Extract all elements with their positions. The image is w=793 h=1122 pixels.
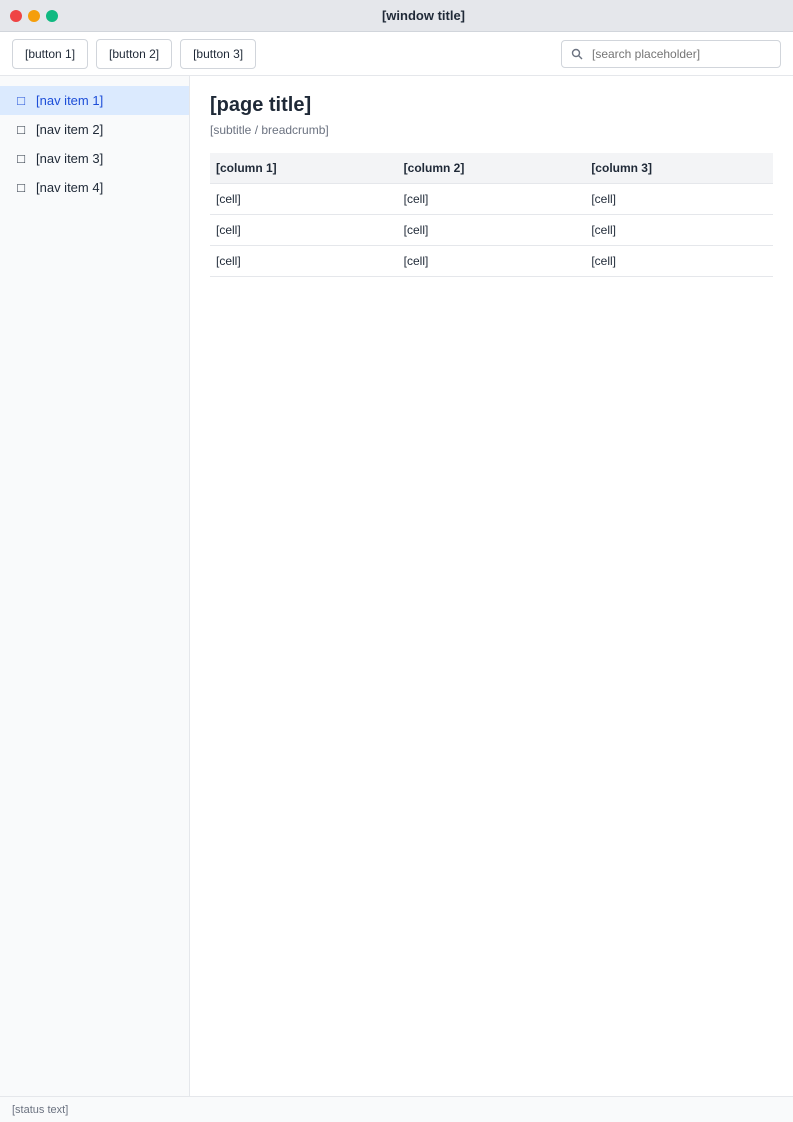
status-bar: [status text] bbox=[0, 1096, 793, 1122]
sidebar-item-3[interactable] bbox=[0, 144, 189, 173]
table-cell: [cell] bbox=[585, 215, 773, 246]
toolbar bbox=[0, 32, 793, 76]
search-input[interactable] bbox=[590, 46, 772, 62]
folder-icon: □ bbox=[17, 122, 25, 137]
table-cell: [cell] bbox=[210, 184, 398, 215]
toolbar-button-1[interactable]: [button 1] bbox=[12, 39, 88, 69]
sidebar-item-4[interactable] bbox=[0, 173, 189, 202]
sidebar-item-label: [nav item 1] bbox=[36, 93, 104, 108]
data-table bbox=[210, 153, 773, 277]
search-icon bbox=[570, 47, 584, 61]
folder-icon: □ bbox=[17, 151, 25, 166]
content-area bbox=[0, 76, 793, 1096]
search-box[interactable] bbox=[561, 40, 781, 68]
column-header[interactable]: [column 1] bbox=[210, 153, 398, 184]
main-panel bbox=[190, 76, 793, 1096]
sidebar-item-label: [nav item 2] bbox=[36, 122, 104, 137]
breadcrumb: [subtitle / breadcrumb] bbox=[210, 123, 329, 137]
table-cell: [cell] bbox=[398, 246, 586, 277]
window-title: [window title] bbox=[381, 8, 466, 23]
sidebar bbox=[0, 76, 190, 1096]
table-cell: [cell] bbox=[398, 184, 586, 215]
column-header[interactable]: [column 3] bbox=[585, 153, 773, 184]
table-row[interactable] bbox=[210, 246, 773, 277]
sidebar-item-2[interactable] bbox=[0, 115, 189, 144]
sidebar-item-1[interactable] bbox=[0, 86, 189, 115]
folder-icon: □ bbox=[17, 180, 25, 195]
table-header-row bbox=[210, 153, 773, 184]
table-cell: [cell] bbox=[585, 184, 773, 215]
close-window-button[interactable] bbox=[10, 10, 22, 22]
folder-icon: □ bbox=[17, 93, 25, 108]
table-cell: [cell] bbox=[210, 246, 398, 277]
table-cell: [cell] bbox=[398, 215, 586, 246]
table-cell: [cell] bbox=[585, 246, 773, 277]
table-row[interactable] bbox=[210, 215, 773, 246]
sidebar-item-label: [nav item 4] bbox=[36, 180, 104, 195]
toolbar-button-3[interactable]: [button 3] bbox=[180, 39, 256, 69]
toolbar-button-2[interactable]: [button 2] bbox=[96, 39, 172, 69]
sidebar-item-label: [nav item 3] bbox=[36, 151, 104, 166]
page-title: [page title] bbox=[210, 94, 312, 116]
minimize-window-button[interactable] bbox=[28, 10, 40, 22]
title-bar bbox=[0, 0, 793, 32]
column-header[interactable]: [column 2] bbox=[398, 153, 586, 184]
table-cell: [cell] bbox=[210, 215, 398, 246]
maximize-window-button[interactable] bbox=[46, 10, 58, 22]
table-row[interactable] bbox=[210, 184, 773, 215]
